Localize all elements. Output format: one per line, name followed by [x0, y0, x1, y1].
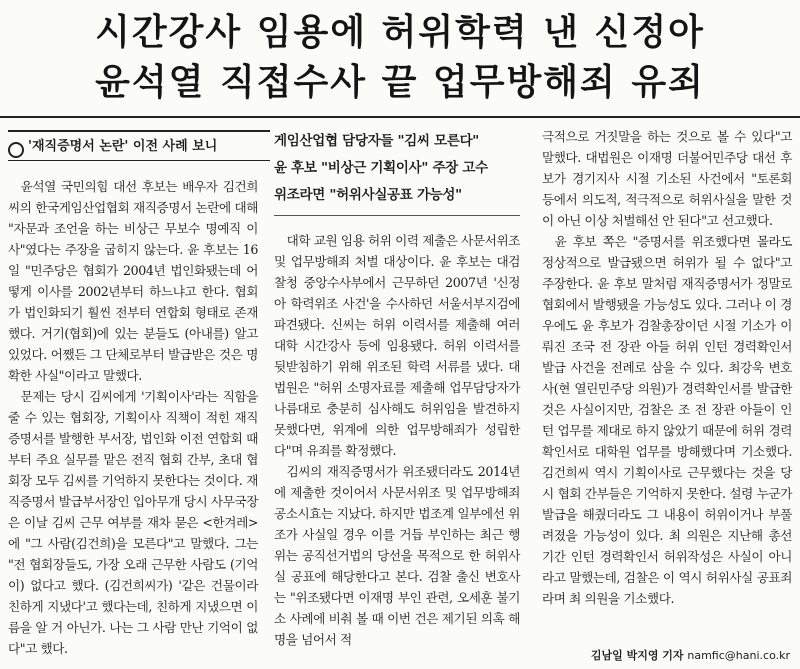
column-1: [8, 176, 258, 659]
column-2-subheads: [274, 126, 520, 216]
byline-email[interactable]: namfic@hani.co.kr: [687, 649, 790, 662]
headline-line1: 시간강사 임용에 허위학력 낸 신정아: [95, 12, 705, 53]
headline-rule: [0, 116, 800, 118]
column-3: [542, 126, 792, 609]
subhead-line: 윤 후보 "비상근 기획이사" 주장 고수: [274, 160, 488, 176]
column-2: [274, 126, 520, 650]
paragraph: 윤석열 국민의힘 대선 후보는 배우자 김건희 씨의 한국게임산업협회 재직증명서 논란에 대해 "자문과 조언을 하는 비상근 무보수 명예직 이사"였다는 주장을 굽히지 않는다. 윤 후보는 16일 "민주당은 협회가 2004년 법인화됐는데 어떻게 이사를 2002년부터 하느냐고 한다. 협회가 법인화되기 훨씬 전부터 연합회 형태로 존재했다. 거기(협회)에 있는 분들도 (아내를) 알고 있었다. 어쨌든 그 단체로부터 발급받은 것은 명확한 사실"이라고 말했다.: [8, 179, 258, 383]
paragraph: 극적으로 거짓말을 하는 것으로 볼 수 있다"고 말했다. 대법원은 이재명 더불어민주당 대선 후보가 경기지사 시절 기소된 사건에서 "토론회 등에서 의도적, 적극적으로 허위사실을 말한 것이 아닌 이상 처벌해선 안 된다"고 선고했다.: [542, 129, 792, 228]
subhead-line: 위조라면 "허위사실공표 가능성": [274, 187, 462, 203]
headline-line2: 윤석열 직접수사 끝 업무방해죄 유죄: [95, 62, 705, 103]
paragraph: 대학 교원 임용 허위 이력 제출은 사문서위조 및 업무방해죄 처벌 대상이다. 윤 후보는 대검찰청 중앙수사부에서 근무하던 2007년 '신정아 학력위조 사건'을 수사하던 서울서부지검에 파견됐다. 신씨는 허위 이력서를 제출해 여러 대학 시간강사 등에 임용됐다. 허위 이력서를 뒷받침하기 위해 위조된 학력 서류를 냈다. 대법원은 "허위 소명자료를 제출해 업무담당자가 나름대로 충분히 심사해도 허위임을 발견하지 못했다면, 위계에 의한 업무방해죄가 성립한다"며 유죄를 확정했다.: [274, 233, 520, 458]
paragraph: 윤 후보 쪽은 "증명서를 위조했다면 몰라도 정상적으로 발급됐으면 허위가 될 수 없다"고 주장한다. 윤 후보 말처럼 재직증명서가 정말로 협회에서 발행됐을 가능성도 있다. 그러나 이 경우에도 윤 후보가 검찰총장이던 시절 기소가 이뤄진 조국 전 장관 아들 허위 인턴 경력확인서 발급 사건을 전례로 삼을 수 있다. 최강욱 변호사(현 열린민주당 의원)가 경력확인서를 발급한 것은 사실이지만, 검찰은 조 전 장관 아들이 인턴 업무를 제대로 하지 않았기 때문에 허위 경력확인서로 대학원 업무를 방해했다며 기소했다. 김건희씨 역시 기획이사로 근무했다는 것을 당시 협회 간부들은 기억하지 못한다. 설령 누군가 발급을 해줬더라도 그 내용이 허위이거나 부풀려졌을 가능성이 있다. 최 의원은 지난해 총선 기간 인턴 경력확인서 허위작성은 사실이 아니라고 말했는데, 검찰은 이 역시 허위사실 공표죄라며 최 의원을 기소했다.: [542, 234, 792, 606]
paragraph: 문제는 당시 김씨에게 '기획이사'라는 직함을 줄 수 있는 협회장, 기획이사 직책이 적힌 재직증명서를 발행한 부서장, 법인화 이전 연합회 때부터 주요 실무를 맡은 전직 협회 간부, 초대 협회장 모두 김씨를 기억하지 못한다는 것이다. 재직증명서 발급부서장인 입아무개 당시 사무국장은 이날 김씨 근무 여부를 재차 묻은 <한겨레>에 "그 사람(김건희)을 모른다"고 말했다. 그는 "전 협회장들도, 가장 오래 근무한 사람도 (기억이) 없다고 했다. (김건희씨가) '같은 건물이라 친하게 지냈다'고 했다는데, 친하게 지냈으면 이름을 알 거 아닌가. 나는 그 사람 만난 기억이 없다"고 했다.: [8, 389, 258, 656]
byline-name: 김남일 박지영 기자: [590, 649, 684, 662]
paragraph: 김씨의 재직증명서가 위조됐더라도 2014년에 제출한 것이어서 사문서위조 및 업무방해죄 공소시효는 지났다. 하지만 법조계 일부에선 위조가 사실일 경우 이를 거듭 부인하는 최근 행위는 공직선거법의 당선을 목적으로 한 허위사실 공표에 해당한다고 본다. 검찰 출신 변호사는 "위조됐다면 이재명 부인 관련, 오세훈 불기소 사례에 비춰 볼 때 이번 건은 제기된 의혹 해명을 넘어서 적: [274, 464, 520, 647]
byline: [591, 647, 790, 663]
sidebar-subhead-box: '재직증명서 논란' 이전 사례 보니: [8, 130, 270, 161]
subhead-line: 게임산업협 담당자들 "김씨 모른다": [274, 133, 480, 149]
